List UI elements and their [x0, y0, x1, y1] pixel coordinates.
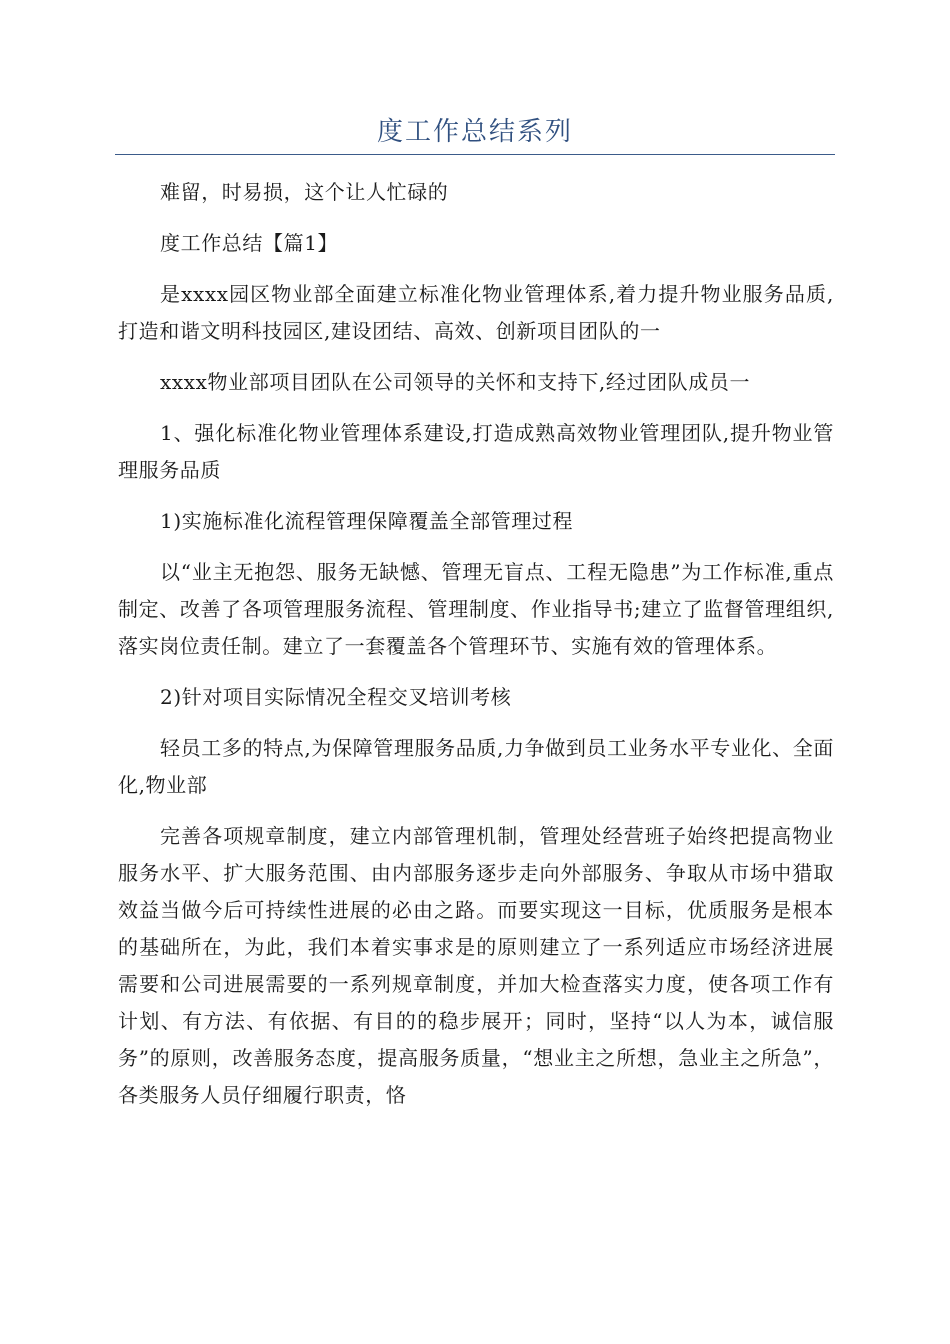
paragraph: 是xxxx园区物业部全面建立标准化物业管理体系,着力提升物业服务品质,打造和谐文明科技园区,建设团结、高效、创新项目团队的一	[118, 282, 834, 343]
subheading: 1)实施标准化流程管理保障覆盖全部管理过程	[160, 509, 574, 533]
subheading: 1、强化标准化物业管理体系建设,打造成熟高效物业管理团队,提升物业管理服务品质	[118, 421, 834, 482]
paragraph: 轻员工多的特点,为保障管理服务品质,力争做到员工业务水平专业化、全面化,物业部	[118, 736, 834, 797]
document-title: 度工作总结系列	[376, 117, 573, 147]
paragraph: 完善各项规章制度，建立内部管理机制，管理处经营班子始终把提高物业服务水平、扩大服务范围、由内部服务逐步走向外部服务、争取从市场中猎取效益当做今后可持续性进展的必由之路。而要实现这一目标，优质服务是根本的基础所在，为此，我们本着实事求是的原则建立了一系列适应市场经济进展需要和公司进展需要的一系列规章制度，并加大检查落实力度，使各项工作有计划、有方法、有依据、有目的的稳步展开；同时，坚持“以人为本，诚信服务”的原则，改善服务态度，提高服务质量，“想业主之所想，急业主之所急”，各类服务人员仔细履行职责，恪	[118, 824, 834, 1107]
section-heading: 度工作总结【篇1】	[160, 231, 339, 255]
document-body	[118, 174, 834, 1128]
paragraph: 难留，时易损，这个让人忙碌的	[160, 180, 449, 204]
paragraph: 以“业主无抱怨、服务无缺憾、管理无盲点、工程无隐患”为工作标准,重点制定、改善了各项管理服务流程、管理制度、作业指导书;建立了监督管理组织,落实岗位责任制。建立了一套覆盖各个管理环节、实施有效的管理体系。	[118, 560, 834, 658]
paragraph: xxxx物业部项目团队在公司领导的关怀和支持下,经过团队成员一	[160, 370, 751, 394]
subheading: 2)针对项目实际情况全程交叉培训考核	[160, 685, 512, 709]
title-underline	[115, 154, 835, 155]
